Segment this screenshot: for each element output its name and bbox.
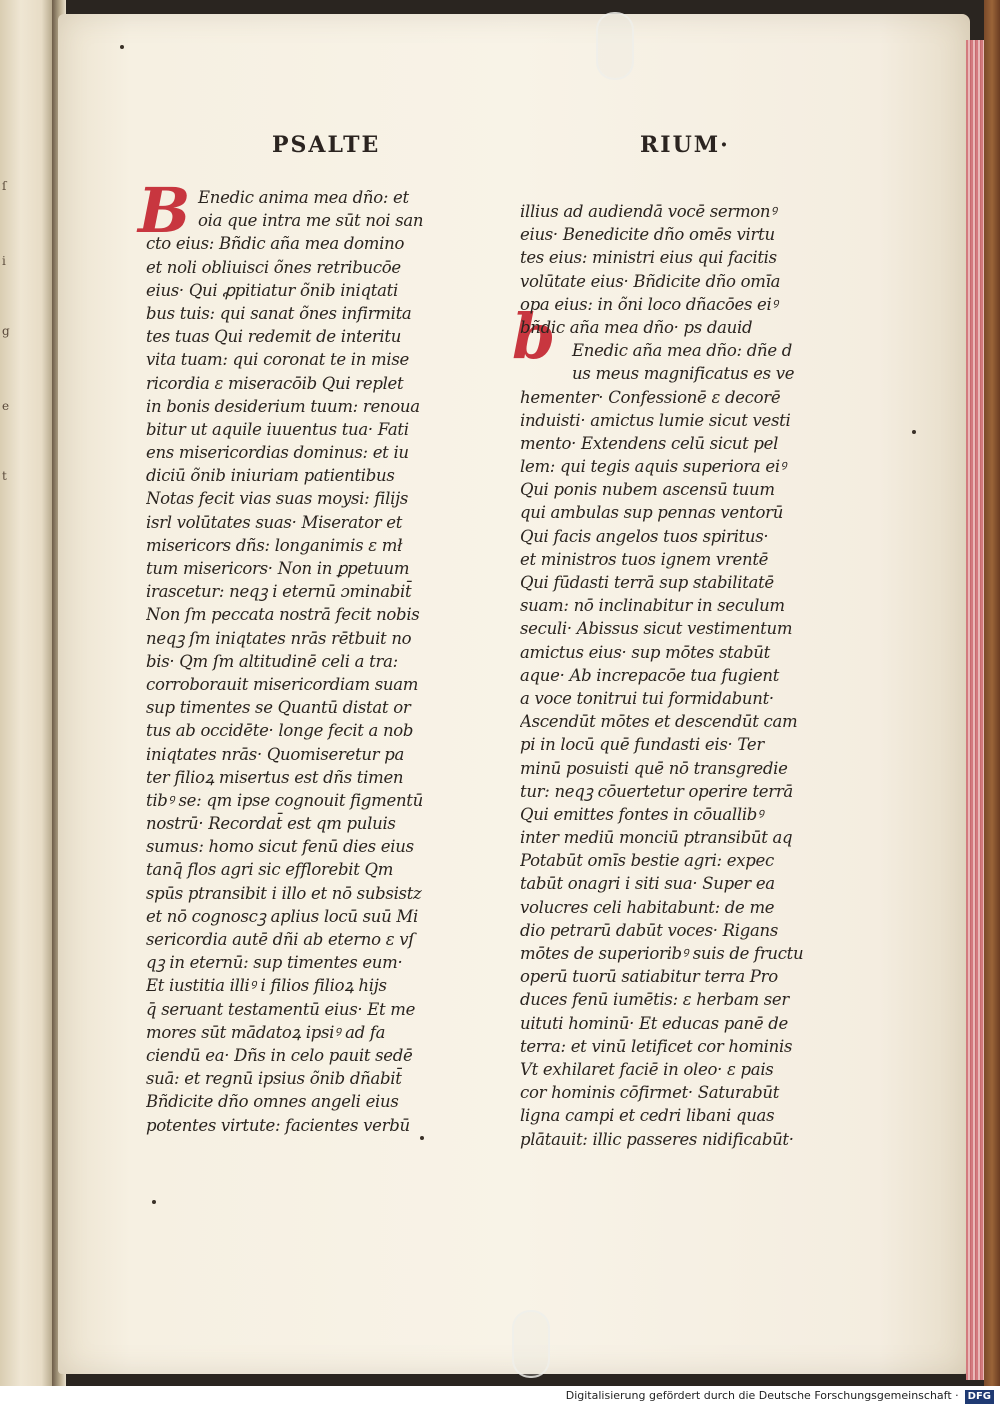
text-line: Et iustitia illiꝰ i filios filioꝝ hijs	[146, 976, 387, 996]
text-line: Notas fecit vias suas moysi: filijs	[146, 489, 409, 509]
text-line: misericors dñs: longanimis ɛ mł	[146, 535, 403, 555]
text-line: tum misericors· Non in ꝑpetuum	[146, 559, 410, 578]
text-line: aque· Ab increpacōe tua fugient	[520, 665, 780, 685]
text-line: Vt exhilaret faciē in oleo· ɛ pais	[520, 1059, 774, 1079]
margin-mark: g	[2, 324, 10, 338]
text-line: qꝫ in eternū: sup timentes eum·	[146, 953, 403, 973]
margin-mark: ſ	[2, 179, 7, 193]
text-line: et noli obliuisci õnes retribucōe	[146, 257, 401, 277]
text-line: minū posuisti quē nō transgredie	[520, 758, 788, 778]
text-line: volucres celi habitabunt: de me	[520, 897, 775, 917]
book-clip-bottom	[512, 1310, 550, 1378]
text-line: Non ſm peccata nostrā fecit nobis	[146, 605, 420, 625]
dfg-logo: DFG	[965, 1390, 994, 1404]
text-line: suam: nō inclinabitur in seculum	[520, 596, 785, 616]
text-line: nostrū· Recordat̄ est qm puluis	[146, 814, 396, 834]
text-line: tibꝰ se: qm ipse cognouit figmentū	[146, 790, 423, 810]
text-line: hementer· Confessionē ɛ decorē	[520, 387, 781, 407]
left-page-edge	[0, 0, 52, 1386]
text-line: cor hominis cōfirmet· Saturabūt	[520, 1083, 780, 1103]
text-line: vita tuam: qui coronat te in mise	[146, 350, 409, 370]
text-line: iniqtates nrās· Quomiseretur pa	[146, 744, 405, 764]
text-line: Qui facis angelos tuos spiritus·	[520, 526, 769, 546]
margin-mark: i	[2, 254, 6, 268]
book-clip-top	[596, 12, 634, 80]
text-line: bñdic aña mea dño· ps dauid	[520, 317, 753, 337]
text-line: tes eius: ministri eius qui facitis	[520, 248, 777, 268]
text-line: mento· Extendens celū sicut pel	[520, 433, 779, 453]
ink-speck	[912, 430, 916, 434]
text-line: ter filioꝝ misertus est dñs timen	[146, 767, 404, 787]
text-line: mōtes de superioribꝰ suis de fructu	[520, 944, 804, 963]
text-line: inter mediū monciū ptransibūt aq	[520, 828, 793, 848]
text-line: eius· Benedicite dño omēs virtu	[520, 225, 775, 245]
text-line: Enedic aña mea dño: dñe d	[572, 341, 792, 361]
ink-speck	[152, 1200, 156, 1204]
rubricated-initial-right: b	[512, 300, 556, 373]
text-line: eius· Qui ꝓpitiatur õnib iniqtati	[146, 280, 398, 300]
text-line: ciendū ea· Dñs in celo pauit sedē	[146, 1045, 413, 1065]
text-line: tanq̄ flos agri sic efflorebit Qm	[146, 860, 394, 880]
page-block-edge	[966, 40, 986, 1380]
text-line: terra: et vinū letificet cor hominis	[520, 1036, 793, 1056]
text-line: ligna campi et cedri libani quas	[520, 1106, 775, 1126]
running-head-right: RIUM·	[640, 132, 730, 158]
text-line: spūs ptransibit i illo et nō subsistz	[146, 883, 422, 903]
text-line: Qui fūdasti terrā sup stabilitatē	[520, 573, 774, 592]
running-head-left: PSALTE	[272, 132, 381, 158]
text-line: seculi· Abissus sicut vestimentum	[520, 619, 793, 639]
text-line: volūtate eius· Bñdicite dño omīa	[520, 271, 781, 291]
text-line: amictus eius· sup mōtes stabūt	[520, 642, 770, 662]
text-line: diciū õnib iniuriam patientibus	[146, 466, 395, 486]
text-line: Ascendūt mōtes et descendūt cam	[520, 712, 798, 732]
text-line: sup timentes se Quantū distat or	[146, 698, 411, 718]
footer-credit	[0, 1386, 1000, 1406]
text-line: ricordia ɛ miseracōib Qui replet	[146, 373, 404, 393]
text-line: potentes virtute: facientes verbū	[146, 1115, 410, 1135]
text-line: suā: et regnū ipsius õnib dñabit̄	[146, 1069, 402, 1089]
text-line: induisti· amictus lumie sicut vesti	[520, 410, 791, 430]
text-line: sumus: homo sicut fenū dies eius	[146, 837, 414, 857]
text-line: irascetur: neqꝫ i eternū ɔminabit̄	[146, 582, 412, 602]
text-line: Potabūt omīs bestie agri: expec	[520, 851, 774, 871]
text-column-left	[146, 186, 461, 1137]
text-line: tus ab occidēte· longe fecit a nob	[146, 721, 414, 741]
text-line: ens misericordias dominus: et iu	[146, 443, 409, 463]
text-line: plātauit: illic passeres nidificabūt·	[520, 1129, 794, 1149]
text-line: pi in locū quē fundasti eis· Ter	[520, 735, 764, 755]
text-line: mores sūt mādatoꝝ ipsiꝰ ad fa	[146, 1022, 386, 1042]
text-line: dio petrarū dabūt voces· Rigans	[520, 920, 779, 940]
text-line: us meus magnificatus es ve	[572, 364, 795, 384]
text-line: Qui ponis nubem ascensū tuum	[520, 480, 775, 500]
text-line: qui ambulas sup pennas ventorū	[520, 503, 784, 523]
text-column-right	[520, 200, 835, 1151]
text-line: tes tuas Qui redemit de interitu	[146, 327, 402, 347]
text-line: isrl volūtates suas· Miserator et	[146, 512, 403, 532]
ink-speck	[120, 45, 124, 49]
text-line: Qui emittes fontes in cōuallibꝰ	[520, 804, 764, 824]
text-line: opa eius: in õni loco dñacōes eiꝰ	[520, 294, 778, 314]
text-line: Bñdicite dño omnes angeli eius	[146, 1092, 399, 1112]
text-line: sericordia autē dñi ab eterno ɛ vſ	[146, 930, 415, 949]
text-line: neqꝫ ſm iniqtates nrās rētbuit no	[146, 628, 412, 648]
text-line: operū tuorū satiabitur terra Pro	[520, 967, 778, 987]
text-line: cto eius: Bñdic aña mea domino	[146, 234, 405, 254]
footer-text: Digitalisierung gefördert durch die Deutsche Forschungsgemeinschaft ·	[565, 1389, 959, 1402]
text-line: q̄ seruant testamentū eius· Et me	[146, 999, 416, 1019]
text-line: tur: neqꝫ cōuertetur operire terrā	[520, 781, 793, 801]
text-line: corroborauit misericordiam suam	[146, 674, 419, 694]
binding-board	[984, 0, 1000, 1386]
text-line: et nō cognoscꝫ aplius locū suū Mi	[146, 906, 418, 926]
text-line: illius ad audiendā vocē sermonꝰ	[520, 202, 777, 221]
text-line: bus tuis: qui sanat õnes infirmita	[146, 303, 412, 323]
text-line: et ministros tuos ignem vrentē	[520, 549, 769, 569]
text-line: uituti hominū· Et educas panē de	[520, 1013, 788, 1033]
text-line: tabūt onagri i siti sua· Super ea	[520, 874, 775, 894]
text-line: a voce tonitrui tui formidabunt·	[520, 688, 774, 708]
text-line: lem: qui tegis aquis superiora eiꝰ	[520, 457, 786, 477]
margin-mark: e	[2, 399, 10, 413]
margin-mark: t	[2, 469, 7, 483]
text-line: in bonis desiderium tuum: renoua	[146, 396, 420, 416]
text-line: oia que intra me sūt noi san	[198, 211, 424, 231]
text-line: bitur ut aquile iuuentus tua· Fati	[146, 419, 409, 439]
text-line: bis· Qm ſm altitudinē celi a tra:	[146, 651, 398, 671]
rubricated-initial-left: B	[138, 174, 191, 247]
text-line: duces fenū iumētis: ɛ herbam ser	[520, 990, 789, 1010]
text-line: Enedic anima mea dño: et	[198, 188, 409, 207]
